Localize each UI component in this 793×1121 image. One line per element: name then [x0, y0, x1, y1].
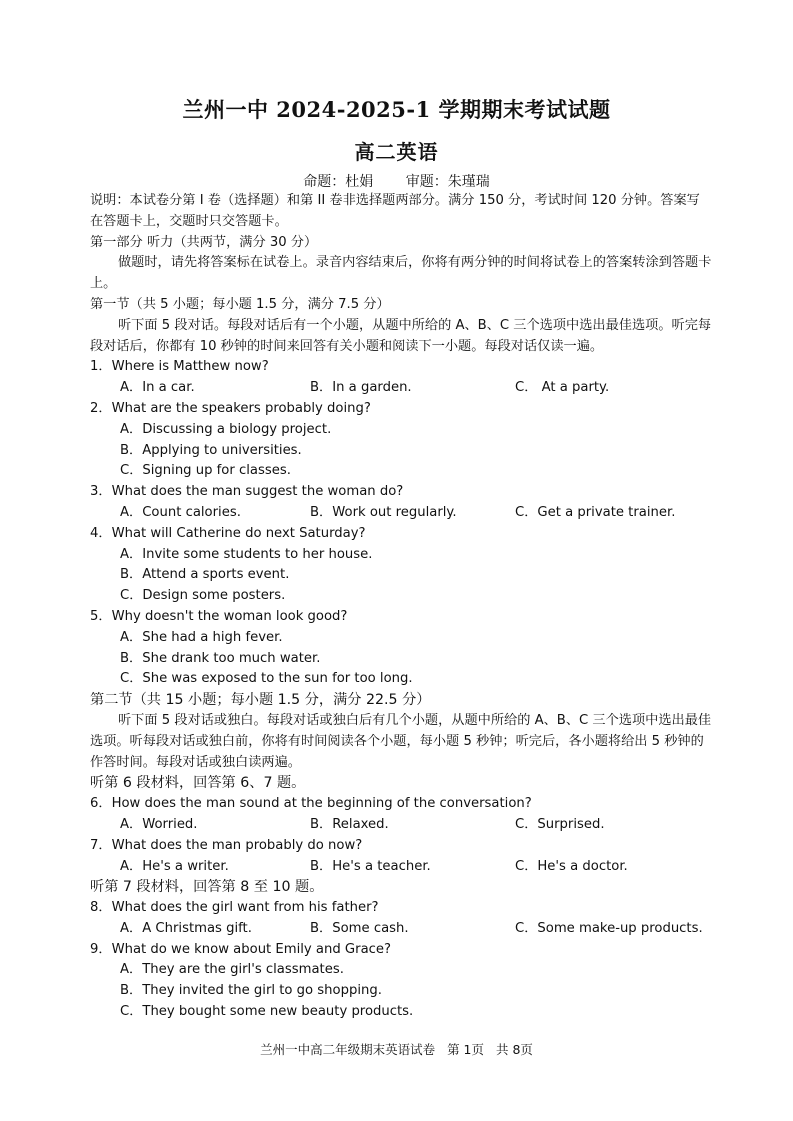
option-c: C．They bought some new beauty products.	[120, 1004, 414, 1020]
option-c: C．Surprised.	[515, 816, 605, 832]
option-b: B．Some cash.	[310, 920, 409, 936]
question-stem: 4．What will Catherine do next Saturday?	[90, 525, 366, 541]
option-c: C．He's a doctor.	[515, 858, 628, 874]
option-a: A．She had a high fever.	[120, 629, 283, 645]
question-stem: 3．What does the man suggest the woman do?	[90, 484, 404, 500]
option-b: B．Relaxed.	[310, 816, 389, 832]
exam-title: 兰州一中 2024-2025-1 学期期末考试试题	[182, 97, 611, 122]
exam-subject: 高二英语	[354, 140, 439, 164]
option-a: A．Worried.	[120, 816, 198, 832]
footer-school: 兰州一中高二年级期末英语试卷	[260, 1042, 436, 1057]
option-b: B．Attend a sports event.	[120, 567, 290, 583]
part1-heading: 第一部分 听力（共两节，满分 30 分）	[90, 234, 318, 250]
option-c: C．Design some posters.	[120, 588, 286, 604]
option-c: C． At a party.	[515, 380, 610, 396]
option-a: A．Invite some students to her house.	[120, 546, 373, 562]
option-b: B．Applying to universities.	[120, 442, 302, 458]
material-6-heading: 听第 6 段材料，回答第 6、7 题。	[90, 775, 306, 792]
option-c: C．Some make-up products.	[515, 920, 703, 936]
section1-heading: 第一节（共 5 小题；每小题 1.5 分，满分 7.5 分）	[90, 296, 390, 312]
option-a: A．Count calories.	[120, 504, 241, 520]
footer-page: 第 1页	[447, 1042, 484, 1057]
option-a: A．He's a writer.	[120, 858, 229, 874]
option-a: A．A Christmas gift.	[120, 920, 252, 936]
question-stem: 8．What does the girl want from his father?	[90, 900, 379, 916]
material-7-heading: 听第 7 段材料，回答第 8 至 10 题。	[90, 879, 324, 896]
section2-heading: 第二节（共 15 小题；每小题 1.5 分，满分 22.5 分）	[90, 692, 431, 709]
reviewer: 审题：朱瑾瑞	[405, 174, 490, 190]
options-row	[120, 503, 712, 524]
options-row	[120, 815, 712, 836]
exam-body	[90, 191, 712, 1023]
option-c: C．Signing up for classes.	[120, 463, 291, 479]
question-stem: 2．What are the speakers probably doing?	[90, 400, 371, 416]
question-stem: 5．Why doesn't the woman look good?	[90, 608, 348, 624]
footer-total: 共 8页	[495, 1042, 533, 1057]
question-stem: 6．How does the man sound at the beginning of the conversation?	[90, 796, 532, 812]
option-c: C．Get a private trainer.	[515, 504, 676, 520]
exam-authors	[0, 171, 793, 191]
option-b: B．She drank too much water.	[120, 650, 321, 666]
section1-note: 听下面 5 段对话。每段对话后有一个小题，从题中所给的 A、B、C 三个选项中选出最佳选项。听完每段对话后，你都有 10 秒钟的时间来回答有关小题和阅读下一小题。每段对话仅读一遍。	[90, 317, 712, 354]
option-b: B．He's a teacher.	[310, 858, 431, 874]
setter: 命题：杜娟	[303, 174, 374, 190]
question-stem: 1．Where is Matthew now?	[90, 359, 269, 375]
option-a: A．Discussing a biology project.	[120, 421, 332, 437]
option-a: A．In a car.	[120, 380, 195, 396]
options-row	[120, 378, 712, 399]
options-row	[120, 857, 712, 878]
question-stem: 9．What do we know about Emily and Grace?	[90, 941, 392, 957]
option-b: B．They invited the girl to go shopping.	[120, 983, 382, 999]
option-a: A．They are the girl's classmates.	[120, 962, 344, 978]
question-stem: 7．What does the man probably do now?	[90, 837, 363, 853]
option-b: B．In a garden.	[310, 380, 412, 396]
section2-note: 听下面 5 段对话或独白。每段对话或独白后有几个小题，从题中所给的 A、B、C 三个选项中选出最佳选项。听每段对话或独白前，你将有时间阅读各个小题，每小题 5 秒钟；听完后，各小题将给出 5 秒钟的作答时间。每段对话或独白读两遍。	[90, 712, 712, 770]
option-b: B．Work out regularly.	[310, 504, 457, 520]
option-c: C．She was exposed to the sun for too long.	[120, 671, 413, 687]
instructions: 说明：本试卷分第 I 卷（选择题）和第 II 卷非选择题两部分。满分 150 分，考试时间 120 分钟。答案写在答题卡上，交题时只交答题卡。	[90, 193, 700, 229]
options-row	[120, 919, 712, 940]
page-footer	[0, 1040, 793, 1058]
part1-note: 做题时，请先将答案标在试卷上。录音内容结束后，你将有两分钟的时间将试卷上的答案转涂到答题卡上。	[90, 255, 712, 292]
